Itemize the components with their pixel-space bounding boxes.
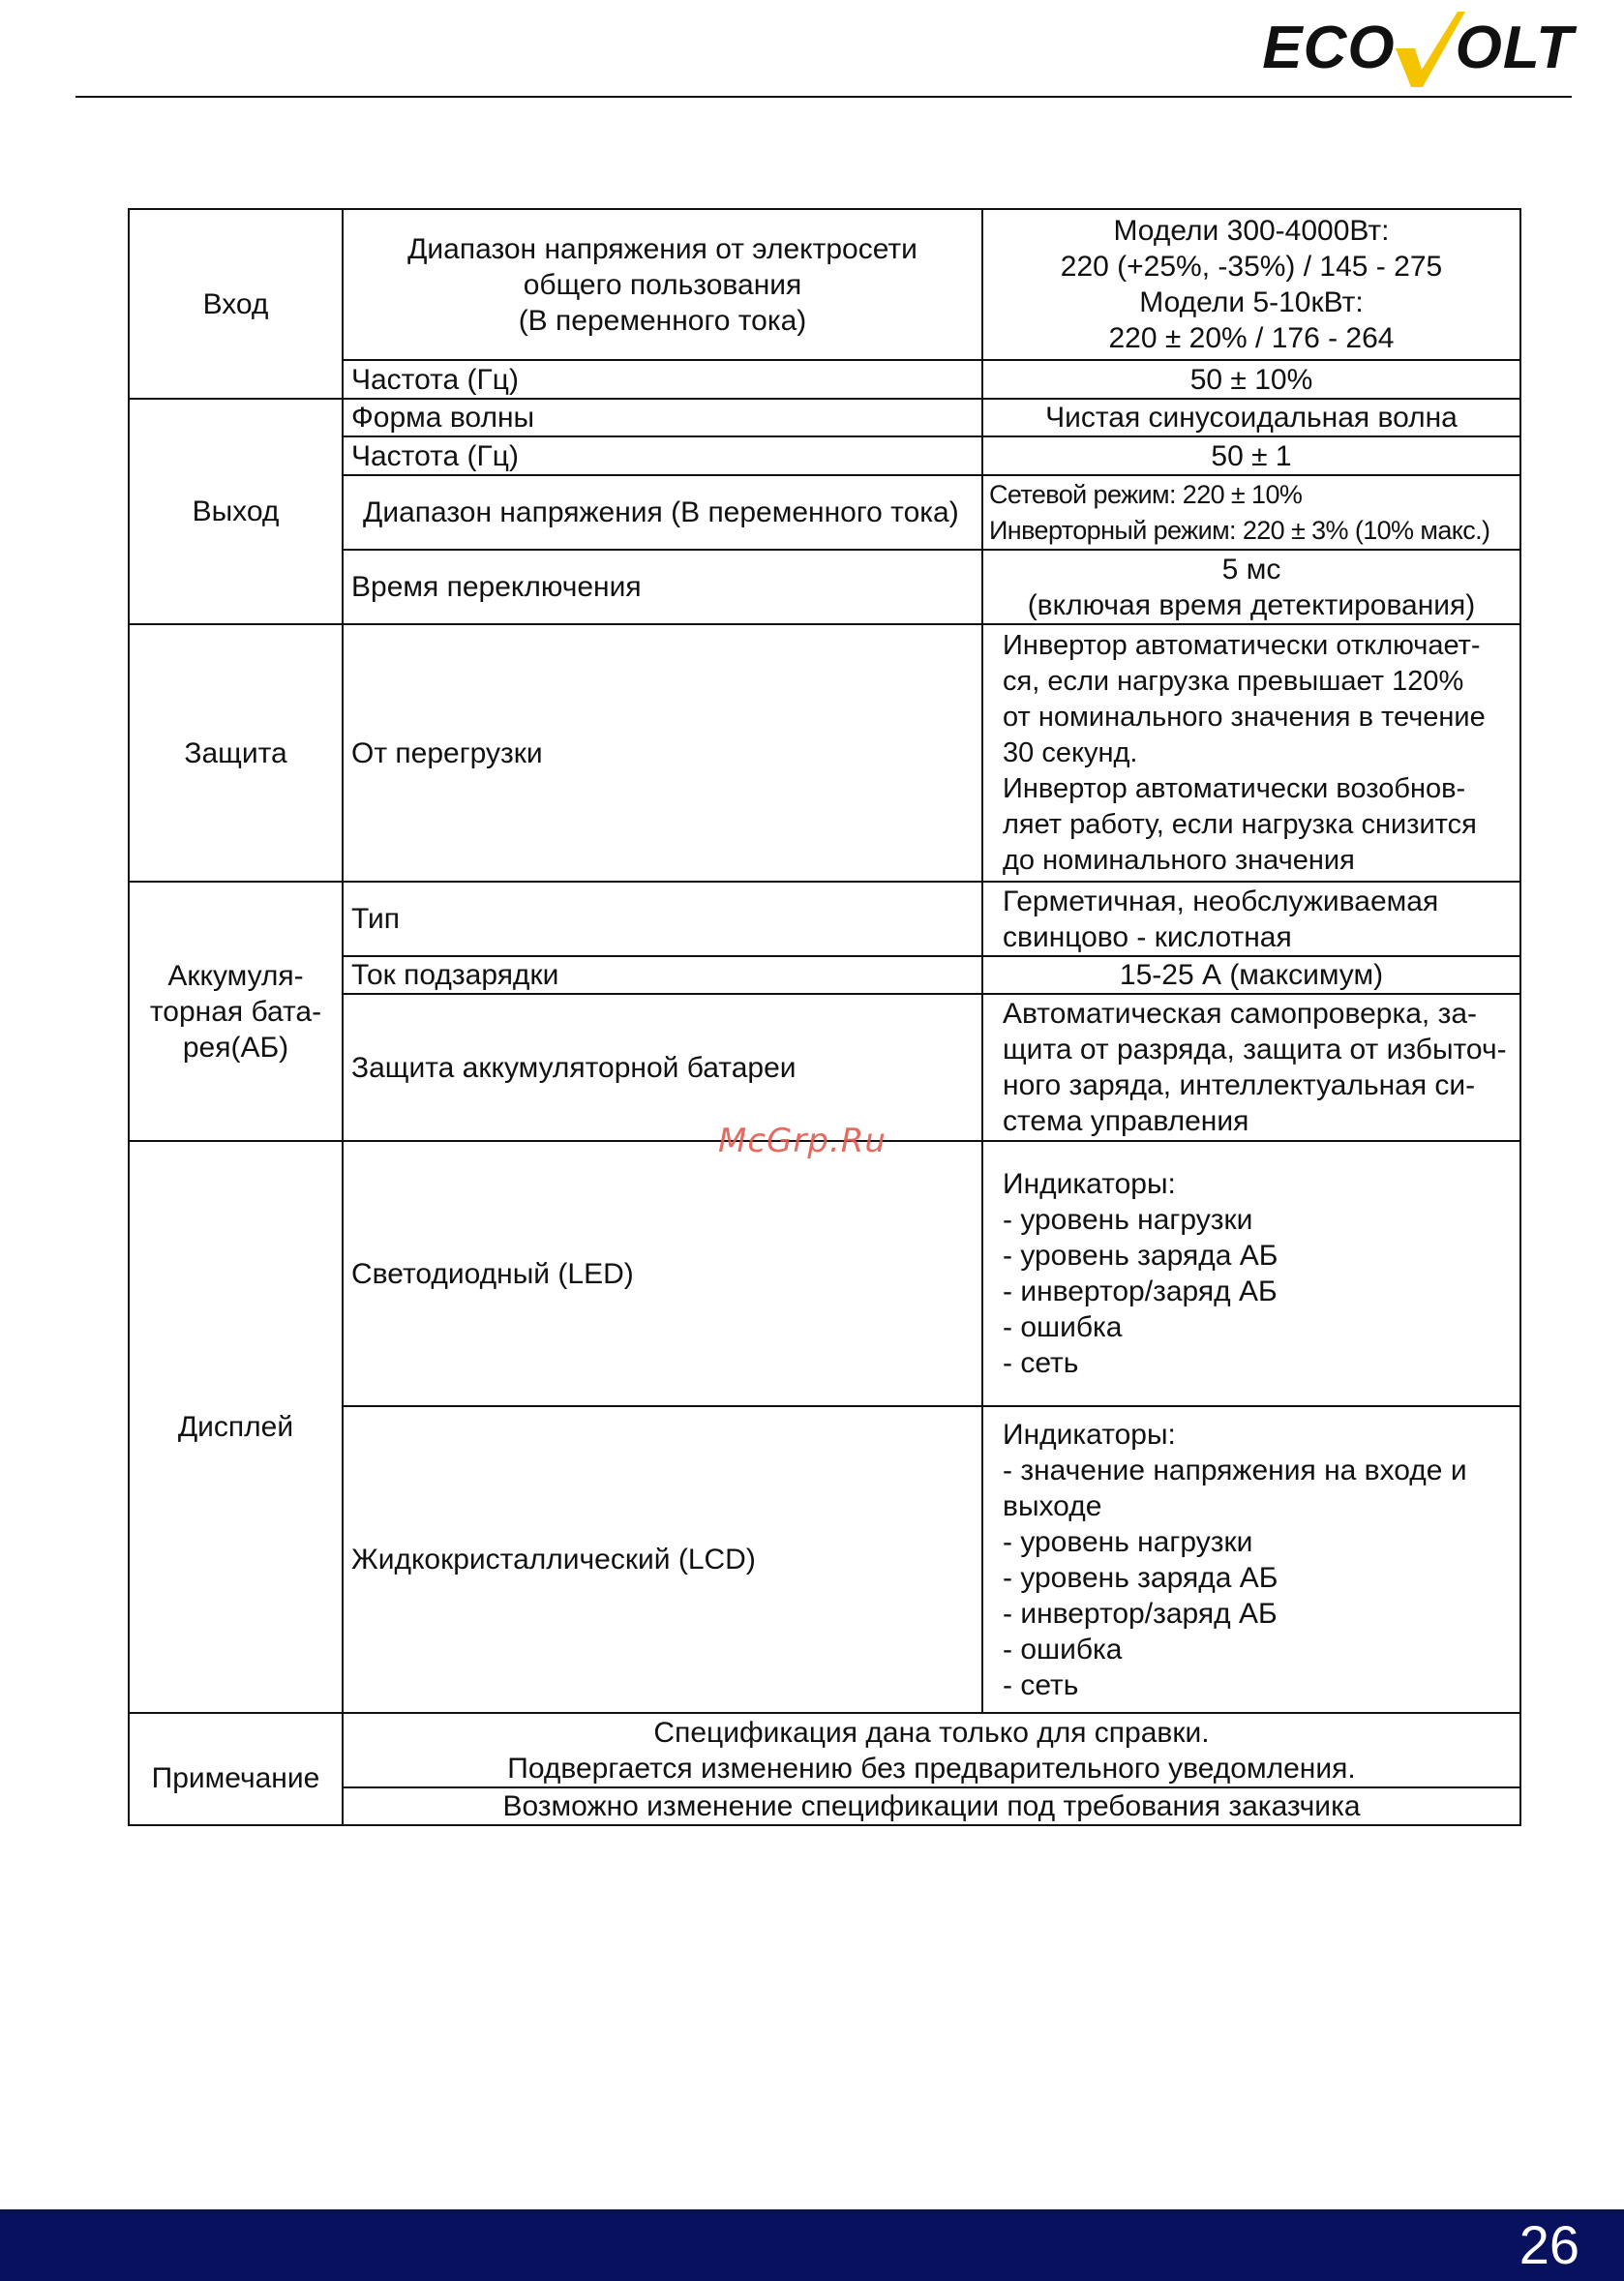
logo-text-left: ECO bbox=[1262, 14, 1396, 81]
param-output-waveform: Форма волны bbox=[343, 399, 982, 436]
category-input: Вход bbox=[129, 209, 343, 399]
value-output-switch-time: 5 мс (включая время детектирования) bbox=[982, 550, 1520, 624]
category-display: Дисплей bbox=[129, 1141, 343, 1713]
value-input-voltage: Модели 300-4000Вт: 220 (+25%, -35%) / 145 - 275 Модели 5-10кВт: 220 ± 20% / 176 - 264 bbox=[982, 209, 1520, 360]
param-output-switch-time: Время переключения bbox=[343, 550, 982, 624]
category-note: Примечание bbox=[129, 1713, 343, 1825]
value-protection-overload: Инвертор автоматически отключает- ся, если нагрузка превышает 120% от номинального значения в течение 30 секунд. Инвертор автоматически возобнов- ляет работу, если нагрузка снизится до номинального значения bbox=[982, 624, 1520, 882]
param-input-voltage: Диапазон напряжения от электросети общего пользования (В переменного тока) bbox=[343, 209, 982, 360]
value-output-voltage: Сетевой режим: 220 ± 10% Инверторный режим: 220 ± 3% (10% макс.) bbox=[982, 475, 1520, 550]
param-display-led: Светодиодный (LED) bbox=[343, 1141, 982, 1406]
watermark: McGrp.Ru bbox=[718, 1122, 887, 1160]
value-battery-charge-current: 15-25 А (максимум) bbox=[982, 956, 1520, 994]
param-input-frequency: Частота (Гц) bbox=[343, 360, 982, 399]
ecovolt-logo bbox=[1262, 6, 1574, 89]
param-battery-protection: Защита аккумуляторной батареи bbox=[343, 994, 982, 1141]
table-row bbox=[129, 399, 1520, 436]
header-divider bbox=[75, 96, 1572, 98]
page-number: 26 bbox=[1519, 2214, 1579, 2275]
param-protection-overload: От перегрузки bbox=[343, 624, 982, 882]
table-row bbox=[129, 1141, 1520, 1406]
note-customization: Возможно изменение спецификации под требования заказчика bbox=[343, 1787, 1520, 1825]
value-battery-protection: Автоматическая самопроверка, за- щита от разряда, защита от избыточ- ного заряда, интеллектуальная си- стема управления bbox=[982, 994, 1520, 1141]
table-row bbox=[129, 209, 1520, 360]
param-battery-type: Тип bbox=[343, 882, 982, 956]
param-output-voltage: Диапазон напряжения (В переменного тока) bbox=[343, 475, 982, 550]
param-output-frequency: Частота (Гц) bbox=[343, 436, 982, 475]
footer-bar bbox=[0, 2209, 1624, 2281]
value-display-led: Индикаторы: - уровень нагрузки - уровень заряда АБ - инвертор/заряд АБ - ошибка - сеть bbox=[982, 1141, 1520, 1406]
check-v-icon bbox=[1390, 6, 1465, 89]
table-row bbox=[129, 1713, 1520, 1787]
param-battery-charge-current: Ток подзарядки bbox=[343, 956, 982, 994]
logo-text-right: OLT bbox=[1455, 14, 1574, 81]
value-output-frequency: 50 ± 1 bbox=[982, 436, 1520, 475]
category-protection: Защита bbox=[129, 624, 343, 882]
category-output: Выход bbox=[129, 399, 343, 624]
value-display-lcd: Индикаторы: - значение напряжения на входе и выходе - уровень нагрузки - уровень заряда АБ - инвертор/заряд АБ - ошибка - сеть bbox=[982, 1406, 1520, 1713]
table-row bbox=[129, 882, 1520, 956]
value-input-frequency: 50 ± 10% bbox=[982, 360, 1520, 399]
value-output-waveform: Чистая синусоидальная волна bbox=[982, 399, 1520, 436]
note-disclaimer: Спецификация дана только для справки. Подвергается изменению без предварительного уведомления. bbox=[343, 1713, 1520, 1787]
value-battery-type: Герметичная, необслуживаемая свинцово - кислотная bbox=[982, 882, 1520, 956]
category-battery: Аккумуля- торная бата- рея(АБ) bbox=[129, 882, 343, 1141]
table-row bbox=[129, 624, 1520, 882]
spec-table bbox=[128, 208, 1521, 1826]
param-display-lcd: Жидкокристаллический (LCD) bbox=[343, 1406, 982, 1713]
